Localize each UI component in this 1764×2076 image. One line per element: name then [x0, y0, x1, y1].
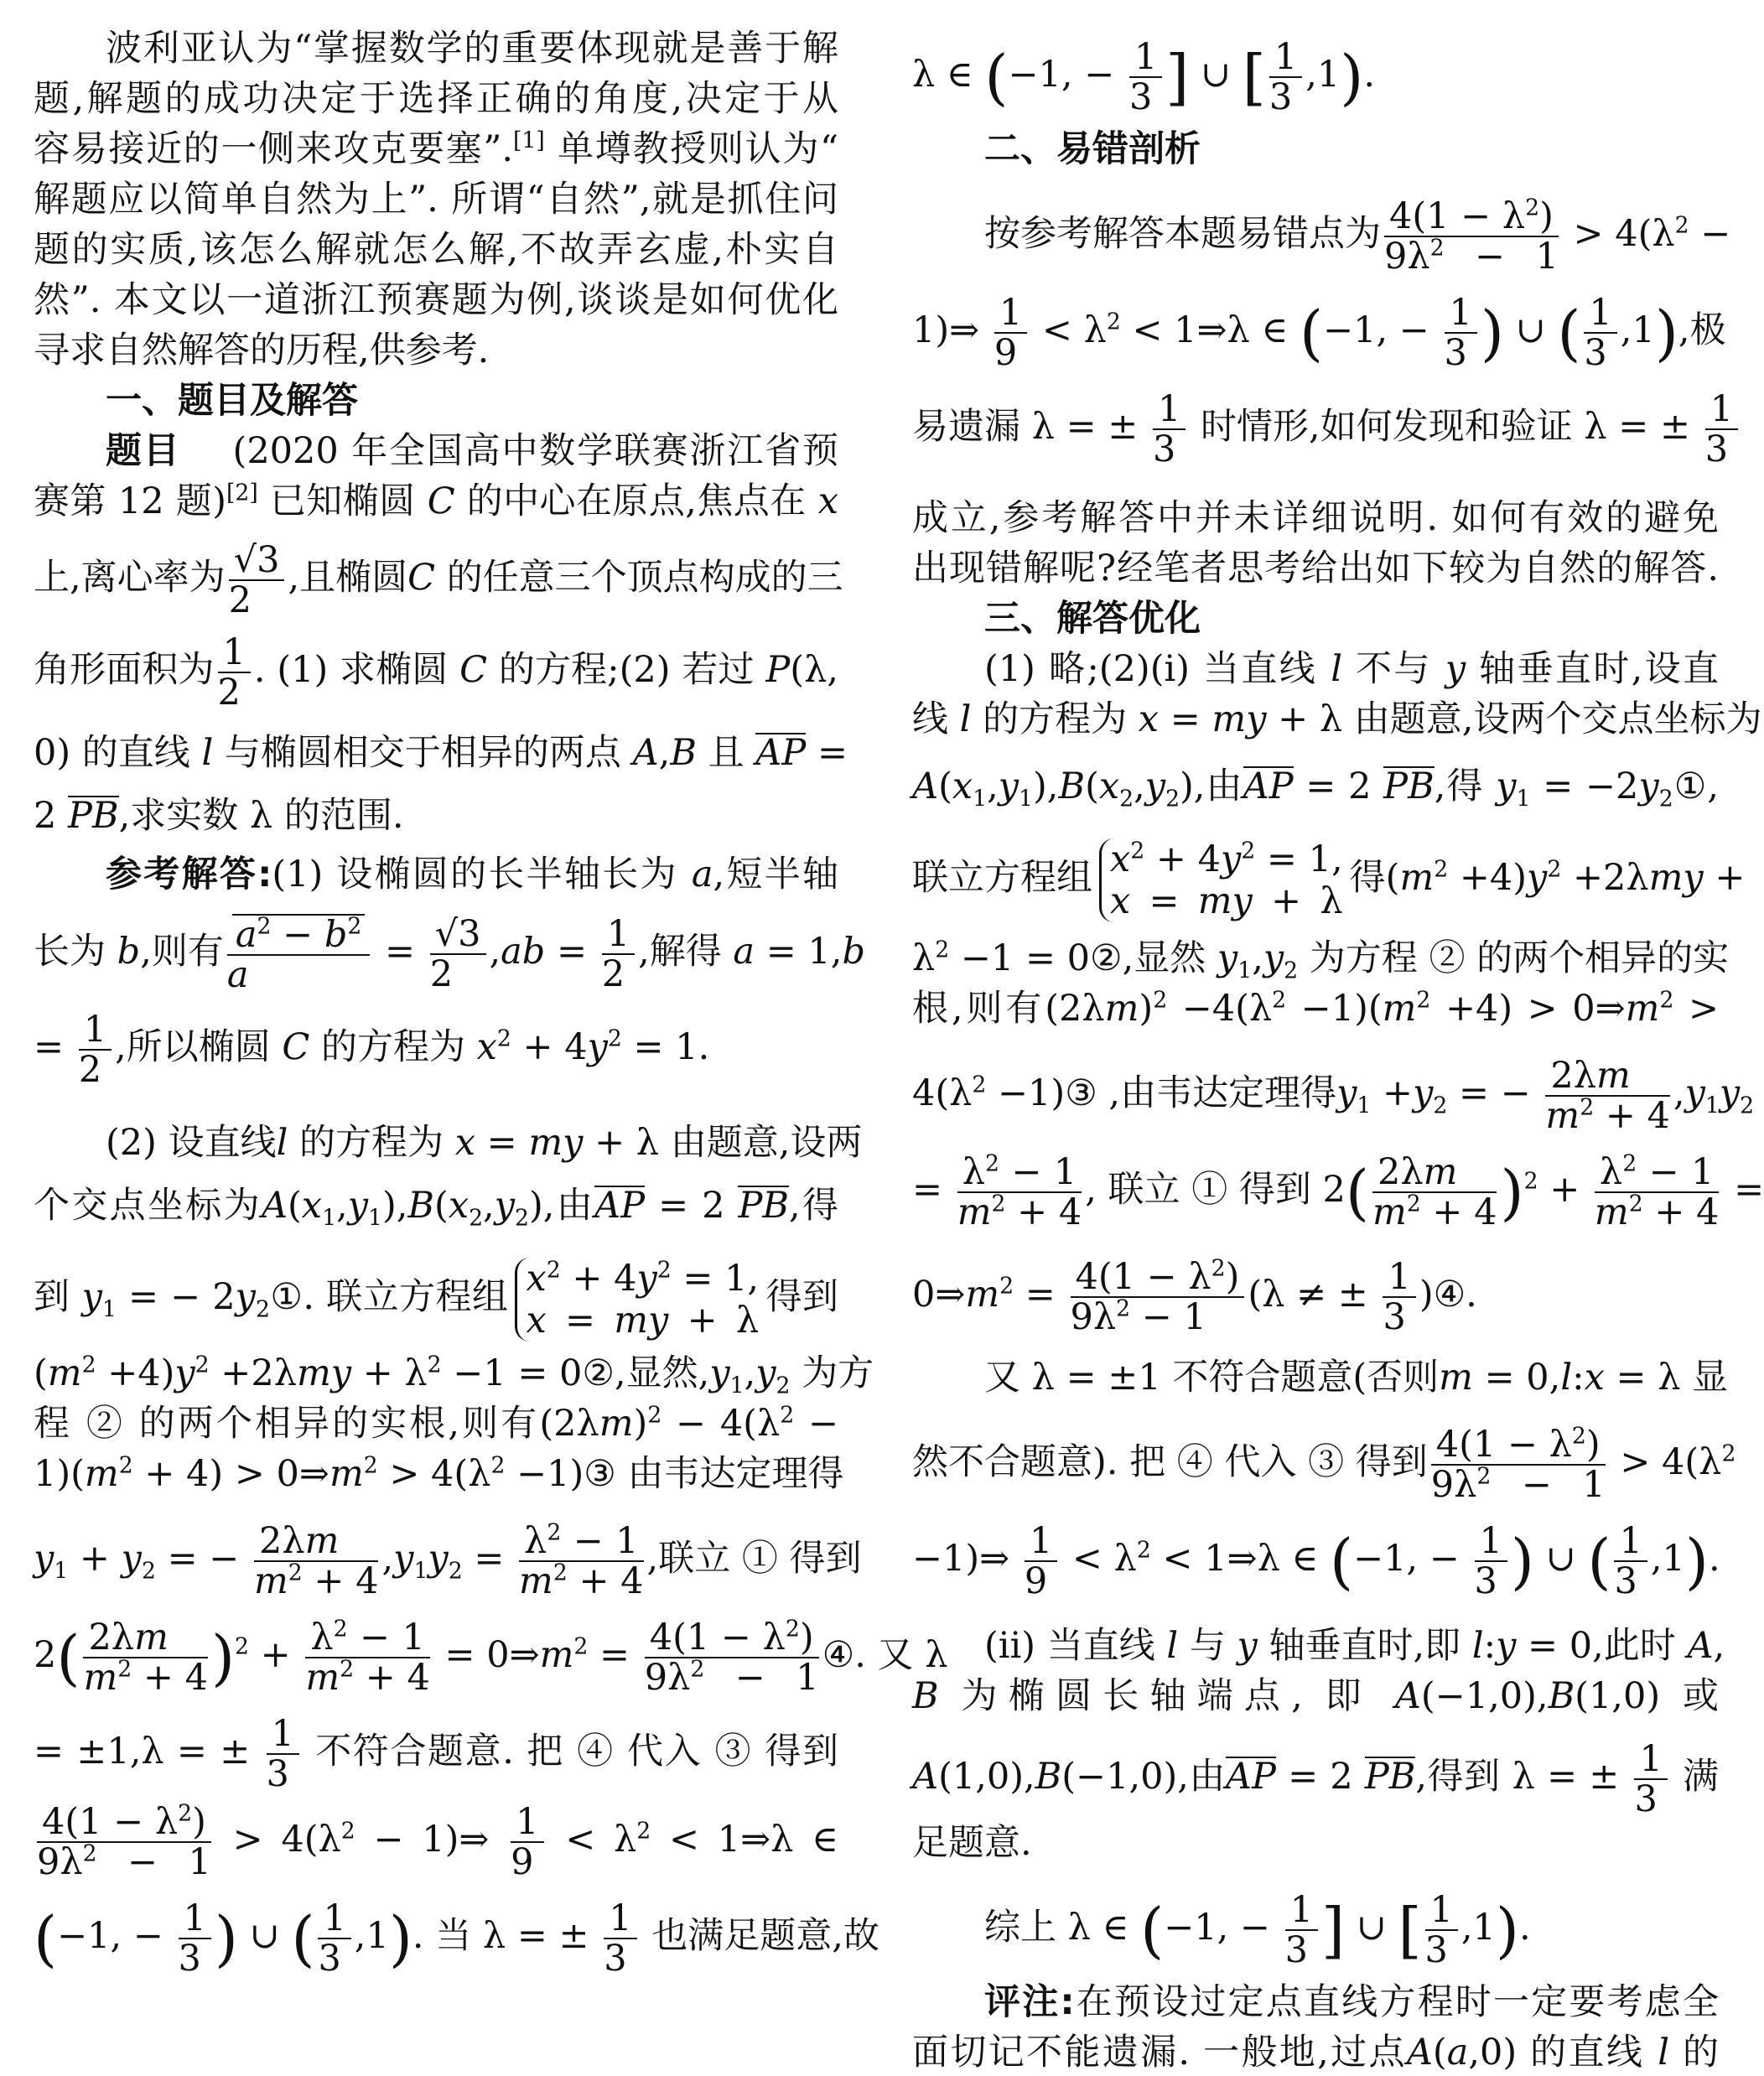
section-heading-2: 二、易错剖析 [984, 128, 1201, 170]
optimized-line-7: $4(\lambda^2$ −1)③ ,由韦达定理得$y_1 +y_2$ = − $\frac{2\lambda m}{m^2 + 4}$ $,y_1y_2$ [912, 1055, 1755, 1137]
optimized-line-12: −1)⇒ $\frac{1}{9}$ < $\lambda^2$ < 1⇒λ ∈ (−1, − $\frac{1}{3}$ ) ∪ ( $\frac{1}{3}$ ,1). [912, 1520, 1720, 1602]
citation-2: [2] [226, 480, 258, 506]
intro-line-4: 解题应以简单自然为上”. 所谓“自然”,就是抓住问 [34, 179, 838, 221]
intro-line-3: 容易接近的一侧来攻克要塞”.[1] 单墫教授则认为“ [34, 127, 839, 170]
reference-line-10: $y_1 + y_2$ = − $\frac{2\lambda m}{m^2 + 4}$ $,y_1y_2$ = $\frac{\lambda^2 - 1}{m^2 + 4}$ ,联立 ① 得到 [34, 1519, 862, 1602]
conclusion-line: 综上 λ ∈ (−1, − $\frac{1}{3}$ ] ∪ [ $\frac{1}{3}$ ,1). [984, 1889, 1531, 1971]
optimized-line-13: (ii) 当直线 l 与 y 轴垂直时,即 l:y = 0,此时 A, [984, 1625, 1725, 1667]
reference-label: 参考解答: [106, 854, 272, 895]
intro-line-2: 题,解题的成功决定于选择正确的角度,决定于从 [34, 78, 838, 120]
intro-line-7: 寻求自然解答的历程,供参考. [34, 330, 490, 371]
problem-line-6: 2 PB,求实数 λ 的范围. [34, 795, 404, 837]
optimized-line-3: $A(x_1,y_1),B(x_2,y_2)$,由AP = 2 PB,得 $y_1$ = $-2y_2①$, [912, 766, 1719, 812]
optimized-line-6: 根,则有$(2\lambda m)^2 -4(\lambda^2 -1)(m^2 +4)$ > $0\Rightarrow m^2$ > [912, 987, 1720, 1030]
reference-line-8: 程 ② 的两个相异的实根,则有$(2\lambda m)^2 - 4(\lambda^2$ − [34, 1402, 838, 1445]
optimized-line-11: 然不合题意). 把 ④ 代入 ③ 得到 $\frac{4(1 - \lambda^2)}{9\lambda^2 - 1}$ > $4(\lambda^2$ [912, 1423, 1736, 1506]
optimized-line-9: $0\Rightarrow m^2$ = $\frac{4(1 - \lambda^2)}{9\lambda^2 - 1}$ (λ ≠ ± $\frac{1}{3}$ )④. [912, 1255, 1477, 1338]
optimized-line-15: A(1,0),B(−1,0),由AP = 2 PB,得到 λ = ± $\frac{1}{3}$ 满 [912, 1738, 1719, 1820]
reference-line-9: $1)(m^2 + 4)$ > $0\Rightarrow m^2 > 4(\lambda^2$ −1)③ 由韦达定理得 [34, 1452, 844, 1495]
reference-line-11: 2( $\frac{2\lambda m}{m^2 + 4}$ )$^2$ + $\frac{\lambda^2 - 1}{m^2 + 4}$ = $0\Rightarrow m^2$ = $\frac{4(1 - \lambda^2)}{9\lambda^2 - 1}$ ④. 又 λ [34, 1616, 948, 1699]
intro-line-6: 然”. 本文以一道浙江预赛题为例,谈谈是如何优化 [34, 279, 838, 321]
section-heading-1: 一、题目及解答 [106, 380, 358, 422]
reference-line-5: 个交点坐标为$A(x_1,y_1),B(x_2,y_2)$,由AP = 2 PB,得 [34, 1185, 838, 1232]
optimized-line-2: 线 l 的方程为 x = my + λ 由题意,设两个交点坐标为 [912, 698, 1762, 740]
problem-line-5: 0) 的直线 l 与椭圆相交于相异的两点 A,B 且 AP = [34, 732, 848, 774]
intro-line-5: 题的实质,该怎么解就怎么解,不故弄玄虚,朴实自 [34, 229, 838, 271]
problem-label: 题目 [106, 430, 181, 472]
reference-line-13: $\frac{4(1 - \lambda^2)}{9\lambda^2 - 1}$ > $4(\lambda^2$ − 1)⇒ $\frac{1}{9}$ < $\lambda^2$ < 1⇒λ ∈ [37, 1800, 838, 1883]
optimized-line-16: 足题意. [912, 1822, 1032, 1864]
problem-line-1: 题目 (2020 年全国高中数学联赛浙江省预 [106, 430, 838, 472]
right-line-1: λ ∈ (−1, − $\frac{1}{3}$ ] ∪ [ $\frac{1}{3}$ ,1). [912, 36, 1376, 118]
reference-line-6: 到 $y_1$ = − $2y_2①$. 联立方程组 $x^2 + 4y^2 = 1$, x = my + λ得到 [34, 1257, 839, 1342]
intro-line-1: 波利亚认为“掌握数学的重要体现就是善于解 [106, 28, 838, 70]
citation-1: [1] [513, 127, 545, 154]
reference-line-4: (2) 设直线l 的方程为 x = my + λ 由题意,设两 [106, 1122, 863, 1164]
error-line-3: 易遗漏 λ = ± $\frac{1}{3}$ 时情形,如何发现和验证 λ = ± $\frac{1}{3}$ [912, 390, 1719, 469]
note-line-2: 面切记不能遗漏. 一般地,过点A(a,0) 的直线 l 的 [912, 2032, 1719, 2073]
section-heading-3: 三、解答优化 [984, 598, 1201, 640]
error-line-5: 出现错解呢?经笔者思考给出如下较为自然的解答. [912, 548, 1719, 589]
error-line-2: 1)⇒ $\frac{1}{9}$ < $\lambda^2$ < 1⇒λ ∈ (−1, − $\frac{1}{3}$ ) ∪ ( $\frac{1}{3}$ ,1),极 [912, 292, 1726, 374]
reference-line-2: 长为 b,则有 $\frac{a^2 - b^2}{a}$ = $\frac{√3}{2}$ ,ab = $\frac{1}{2}$ ,解得 a = 1,b [34, 913, 865, 996]
reference-line-1: 参考解答:(1) 设椭圆的长半轴长为 a,短半轴 [106, 854, 839, 895]
reference-line-3: = $\frac{1}{2}$ ,所以椭圆 C 的方程为 $x^2 + 4y^2 = 1$. [34, 1009, 710, 1091]
optimized-line-1: (1) 略;(2)(i) 当直线 l 不与 y 轴垂直时,设直 [984, 648, 1720, 690]
problem-line-3: 上,离心率为 $\frac{√3}{2}$ ,且椭圆C 的任意三个顶点构成的三 [34, 539, 843, 621]
error-line-4: 成立,参考解答中并未详细说明. 如何有效的避免 [912, 497, 1719, 539]
optimized-line-5: $\lambda^2 -1$ = 0②,显然 $y_1,y_2$ 为方程 ② 的两个相异的实 [912, 937, 1730, 984]
optimized-line-14: B 为椭圆长轴端点, 即 A(−1,0),B(1,0) 或 [912, 1675, 1720, 1717]
optimized-line-4: 联立方程组 $x^2 + 4y^2 = 1$, x = my + λ得$(m^2 +4)y^2 +2\lambda my$ + [912, 838, 1746, 922]
reference-line-14: (−1, − $\frac{1}{3}$ ) ∪ ( $\frac{1}{3}$ ,1). 当 λ = ± $\frac{1}{3}$ 也满足题意,故 [34, 1897, 879, 1980]
error-line-1: 按参考解答本题易错点为 $\frac{4(1 - \lambda^2)}{9\lambda^2 - 1}$ > $4(\lambda^2$ − [984, 195, 1731, 278]
reference-line-12: = ±1,λ = ± $\frac{1}{3}$ 不符合题意. 把 ④ 代入 ③ 得到 [34, 1713, 839, 1795]
reference-line-7: $(m^2 +4)y^2 +2\lambda my + \lambda^2 -1$ = 0②,显然$,y_1,y_2$ 为方 [34, 1352, 874, 1399]
problem-line-2: 赛第 12 题)[2] 已知椭圆 C 的中心在原点,焦点在 x [34, 480, 839, 522]
problem-line-4: 角形面积为 $\frac{1}{2}$ . (1) 求椭圆 C 的方程;(2) 若过 P(λ, [34, 631, 838, 714]
optimized-line-10: 又 λ = ±1 不符合题意(否则m = 0,l:x = λ 显 [984, 1357, 1729, 1399]
optimized-line-8: = $\frac{\lambda^2 - 1}{m^2 + 4}$ , 联立 ① 得到 2( $\frac{2\lambda m}{m^2 + 4}$ )$^2$ + $\frac{\lambda^2 - 1}{m^2 + 4}$ = [912, 1150, 1764, 1233]
note-line-1: 评注:在预设过定点直线方程时一定要考虑全 [984, 1981, 1720, 2023]
note-label: 评注: [984, 1981, 1075, 2023]
